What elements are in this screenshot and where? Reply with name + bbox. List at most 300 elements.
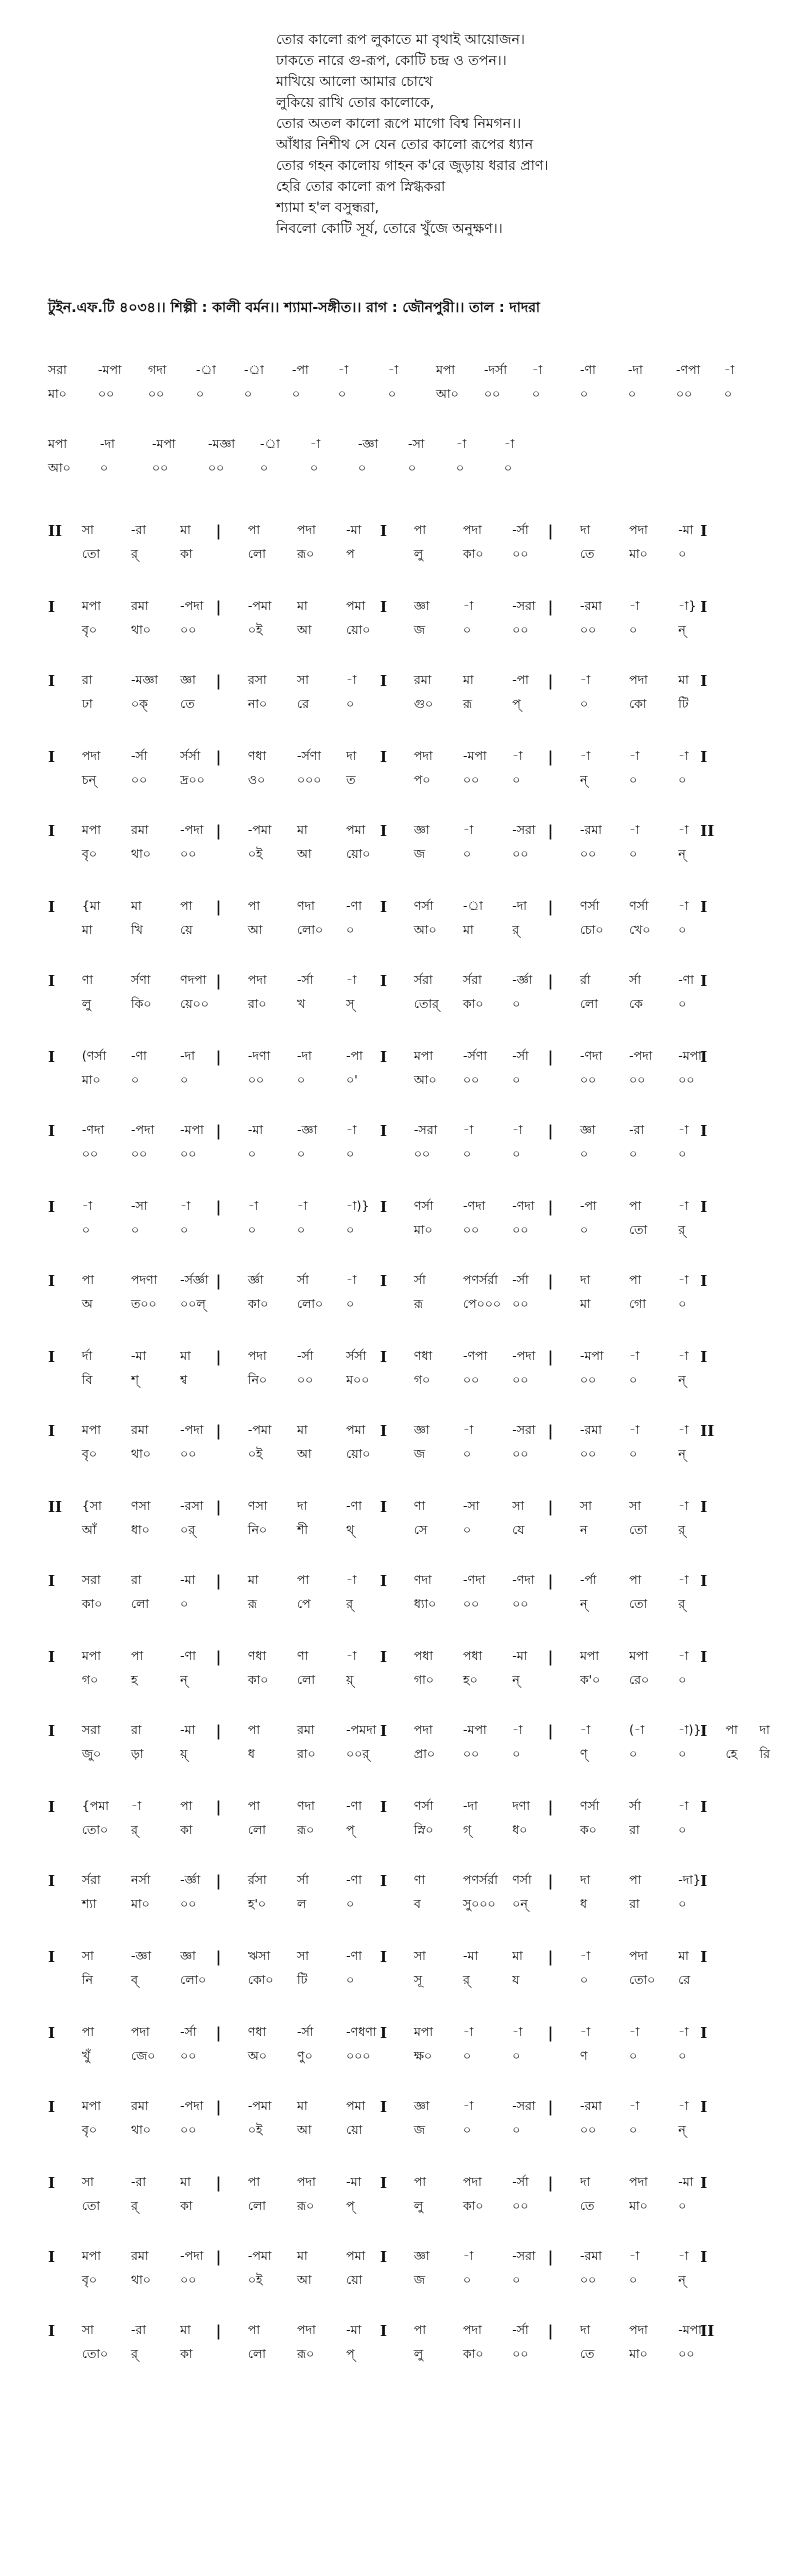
swara: মা (180, 2174, 191, 2189)
notation-row (48, 822, 768, 866)
bar-line: I (48, 1722, 56, 1740)
lyric-line: শ্যামা হ'ল বসুন্ধরা, (276, 200, 380, 216)
lyric-syllable: কা০ (81, 1596, 103, 1611)
swara: ণর্সা (579, 898, 600, 913)
lyric-syllable: রে (678, 1972, 691, 1987)
swara: -া (346, 1272, 357, 1287)
swara-line (48, 362, 768, 384)
swara: -া (678, 1422, 689, 1437)
lyric-syllable: ০ (678, 996, 687, 1011)
lyric-syllable: ০০ (208, 460, 225, 475)
swara: রমা (413, 672, 432, 687)
lyric-syllable: মা০ (48, 386, 67, 401)
swara: রমা (131, 2098, 149, 2113)
swara: পা (629, 1572, 642, 1587)
notation-row (48, 1572, 768, 1616)
bar-line: I (700, 1572, 708, 1590)
bar-line: II (700, 2322, 715, 2340)
lyric-syllable: ০০ (676, 386, 693, 401)
swara: ণর্সা (413, 898, 434, 913)
lyric-syllable: জু০ (81, 1746, 102, 1761)
lyric-syllable: ধা০ (131, 1522, 150, 1537)
swara: -সরা (512, 1422, 536, 1437)
lyric-syllable: ক'০ (579, 1672, 601, 1687)
notation-row (48, 898, 768, 942)
swara: র্সণা (131, 972, 151, 987)
lyric-syllable: মা০ (629, 2346, 648, 2361)
lyric-syllable: ০ (678, 922, 687, 937)
swara: -া (629, 2248, 640, 2263)
swara: পা (413, 2322, 427, 2337)
lyric-syllable: মা০ (413, 1222, 433, 1237)
swara: -ৰ্া (463, 898, 483, 913)
lyric-syllable: বৃ০ (81, 1446, 97, 1461)
swara: পমা (346, 1422, 366, 1437)
lyric-syllable: ০ (629, 1446, 638, 1461)
lyric-syllable: ০ (196, 386, 205, 401)
bar-line: I (380, 1872, 388, 1890)
lyric-syllable: র্ (512, 922, 520, 937)
swara: র্সা (629, 1798, 641, 1813)
lyric-syllable: ০০ (131, 1146, 148, 1161)
bar-line: I (48, 822, 56, 840)
lyric-syllable: ধ০ (512, 1822, 528, 1837)
lyric-syllable: ও০ (247, 772, 266, 787)
swara: -ণা (580, 362, 596, 377)
swara: -পা (346, 1048, 363, 1063)
swara: জ্ঞা (413, 1422, 430, 1437)
swara: পা (247, 2174, 261, 2189)
lyric-syllable: ০ই (247, 622, 263, 637)
notation-row (48, 2322, 768, 2366)
bar-line: | (547, 1798, 554, 1816)
lyric-syllable: সে (413, 1522, 428, 1537)
swara: জ্ঞা (413, 822, 430, 837)
bar-line: | (215, 1272, 222, 1290)
lyric-syllable: তে (180, 696, 195, 711)
bar-line: | (547, 898, 554, 916)
swara: রমা (131, 2248, 149, 2263)
lyric-syllable: ০ (346, 1296, 355, 1311)
swara-line (48, 672, 768, 694)
lyric-syllable: ০ (512, 2272, 521, 2287)
lyric-syllable-line (48, 1446, 768, 1468)
lyric-syllable: ০০ (81, 1146, 99, 1161)
lyric-syllable: ০ (678, 2048, 687, 2063)
swara: পদণা (131, 1272, 158, 1287)
swara: সা (81, 2174, 94, 2189)
lyric-syllable: রা (629, 1896, 640, 1911)
swara: পা (247, 2322, 261, 2337)
swara-line (48, 1498, 768, 1520)
lyric-syllable-line (48, 386, 768, 408)
lyric-syllable: ০০ (180, 1446, 197, 1461)
swara: পা (180, 1798, 193, 1813)
bar-line: | (215, 2024, 222, 2042)
bar-line: I (380, 1798, 388, 1816)
swara: -া (629, 748, 640, 763)
lyric-syllable: ০ (456, 460, 465, 475)
swara: পা (81, 1272, 94, 1287)
swara: পা (629, 1872, 642, 1887)
bar-line: | (215, 2174, 222, 2192)
swara: ণর্সা (413, 1798, 434, 1813)
lyric-syllable: জে০ (131, 2048, 156, 2063)
swara: মপা (81, 822, 101, 837)
notation-row (48, 1872, 768, 1916)
bar-line: I (380, 1048, 388, 1066)
bar-line: I (700, 2098, 708, 2116)
lyric-syllable-line (48, 922, 768, 944)
swara: -া (463, 598, 474, 613)
lyric-syllable: ০ (131, 1072, 140, 1087)
bar-line: I (700, 1722, 708, 1740)
lyric-syllable: ০ (247, 1222, 257, 1237)
lyric-syllable: জ (413, 1446, 426, 1461)
lyric-syllable-line (48, 1822, 768, 1844)
swara: মা (463, 672, 474, 687)
lyric-syllable: রূ (247, 1596, 257, 1611)
lyric-syllable: খে০ (629, 922, 651, 937)
swara: -ণা (346, 898, 362, 913)
lyric-syllable: ০ক্ (131, 696, 148, 711)
swara: জ্ঞা (413, 598, 430, 613)
lyric-syllable: ০০ (180, 622, 197, 637)
swara: গদা (148, 362, 167, 377)
swara: জ্ঞা (180, 1948, 196, 1963)
swara: -মপা (463, 748, 487, 763)
lyric-syllable: ০ (297, 1072, 306, 1087)
bar-line: I (700, 1872, 708, 1890)
swara: -মা (247, 1122, 263, 1137)
lyric-syllable: লো০ (297, 1296, 324, 1311)
swara: পা (413, 2174, 427, 2189)
swara: -রা (131, 2174, 147, 2189)
swara: পণর্সর্রা (463, 1272, 498, 1287)
lyric-line: তোর গহন কালোয় গাহন ক'রে জুড়ায় ধরার প্রাণ। (276, 158, 549, 174)
swara: ণসা (131, 1498, 151, 1513)
swara: মপা (579, 1648, 599, 1663)
swara: মপা (48, 436, 68, 451)
lyric-syllable: হ০ (463, 1672, 478, 1687)
lyric-syllable: য়ে০০ (180, 996, 209, 1011)
lyric-syllable: ০০ (678, 1072, 695, 1087)
swara: ণা (81, 972, 94, 987)
lyric-syllable: ০০ (152, 460, 169, 475)
swara: -া)} (346, 1198, 370, 1213)
swara: মা (678, 672, 689, 687)
swara: পা (247, 522, 261, 537)
lyric-syllable: ০ই (247, 2122, 263, 2137)
lyric-syllable: ত (346, 772, 356, 787)
swara: পধা (413, 1648, 434, 1663)
bar-line: | (547, 1722, 554, 1740)
swara: রমা (131, 822, 149, 837)
swara: -া (532, 362, 543, 377)
notation-row (48, 2174, 768, 2218)
swara: সা (81, 2322, 94, 2337)
lyric-syllable: ড়া (131, 1746, 144, 1761)
bar-line: I (700, 1498, 708, 1516)
lyric-syllable: ০০০ (346, 2048, 371, 2063)
swara: -ণদা (579, 1048, 603, 1063)
bar-line: | (547, 2174, 554, 2192)
notation-row (48, 2248, 768, 2292)
swara: পদা (297, 522, 316, 537)
lyric-syllable: রা০ (297, 1746, 316, 1761)
bar-line: I (380, 748, 388, 766)
lyric-syllable: য়ো০ (346, 846, 371, 861)
lyric-syllable: ০ (678, 1822, 687, 1837)
lyric-syllable: র্ (346, 1596, 354, 1611)
swara-line (48, 898, 768, 920)
swara: -দা (180, 1048, 195, 1063)
lyric-syllable: ন্ (678, 846, 686, 861)
lyric-syllable-line (48, 2198, 768, 2220)
bar-line: I (700, 2174, 708, 2192)
lyric-syllable: থ্ (346, 1522, 355, 1537)
lyric-syllable: ০ (579, 1222, 589, 1237)
lyric-syllable: কা (180, 2346, 193, 2361)
swara: পা (131, 1648, 144, 1663)
swara: -ণপা (676, 362, 701, 377)
swara: র্সর্সা (180, 748, 201, 763)
song-metadata: টুইন.এফ.টি ৪০৩৪।। শিল্পী : কালী বর্মন।। শ্যামা-সঙ্গীত।। রাগ : জৌনপুরী।। তাল : দাদরা (48, 300, 540, 316)
swara: -া (678, 1348, 689, 1363)
bar-line: I (380, 1272, 388, 1290)
swara: -মা (180, 1572, 196, 1587)
swara: -ণদা (512, 1198, 535, 1213)
swara: (ণর্সা (81, 1048, 107, 1063)
lyric-syllable: ০০ (180, 1146, 197, 1161)
bar-line: I (380, 898, 388, 916)
bar-line: | (547, 1422, 554, 1440)
lyric-syllable: শ্যা (81, 1896, 97, 1911)
lyric-syllable: জ (413, 622, 426, 637)
swara: জ্ঞা (579, 1122, 596, 1137)
swara-line (48, 1272, 768, 1294)
swara: -া (504, 436, 515, 451)
lyric-syllable: ত০০ (131, 1296, 157, 1311)
swara: ণর্সা (579, 1798, 600, 1813)
notation-row (48, 1122, 768, 1166)
lyric-syllable: ০০ (512, 1372, 529, 1387)
lyric-syllable: ০ (463, 2048, 472, 2063)
swara: -ণা (131, 1048, 147, 1063)
swara: {মা (81, 898, 101, 913)
swara: পণর্সর্রা (463, 1872, 498, 1887)
bar-line: I (48, 1572, 56, 1590)
swara: -র্সর্জ্ঞা (180, 1272, 209, 1287)
swara: মপা (81, 1422, 101, 1437)
lyric-syllable: খুঁ (81, 2048, 91, 2063)
swara: -া (463, 1122, 474, 1137)
bar-line: I (48, 672, 56, 690)
swara-line (48, 2098, 768, 2120)
swara: -রা (629, 1122, 645, 1137)
swara: মপা (436, 362, 456, 377)
bar-line: I (48, 1948, 56, 1966)
lyric-syllable: তে (579, 2346, 595, 2361)
swara: -া (678, 1198, 689, 1213)
lyric-syllable: ০ (292, 386, 301, 401)
lyric-syllable: লু (413, 2346, 424, 2361)
lyric-syllable: চন্ (81, 772, 97, 787)
bar-line: I (48, 972, 56, 990)
lyric-syllable: তোর্ (413, 996, 439, 1011)
swara: মপা (81, 2098, 101, 2113)
lyric-syllable: মা০ (131, 1896, 150, 1911)
lyric-syllable: ০ (512, 2048, 521, 2063)
lyric-syllable: প্ (512, 696, 521, 711)
lyric-syllable: আ০ (413, 922, 437, 937)
swara: -া (579, 2024, 591, 2039)
swara: রমা (297, 1722, 315, 1737)
bar-line: I (700, 598, 708, 616)
swara: -ৰ্া (260, 436, 280, 451)
swara: -া (678, 1648, 689, 1663)
lyric-syllable: ০ (346, 1146, 355, 1161)
swara: ণধা (247, 2024, 267, 2039)
bar-line: I (380, 1948, 388, 1966)
swara-line (48, 1872, 768, 1894)
lyric-syllable: তো (629, 1222, 648, 1237)
swara: -রমা (579, 2248, 602, 2263)
lyric-line: মাখিয়ে আলো আমার চোখে (276, 74, 433, 90)
bar-line: II (700, 822, 715, 840)
swara: ণর্সা (629, 898, 649, 913)
lyric-syllable: ০ (629, 1146, 638, 1161)
lyric-syllable: লো (297, 1672, 316, 1687)
lyric-syllable: ০ (388, 386, 397, 401)
swara: দা (579, 2174, 591, 2189)
swara-line (48, 1422, 768, 1444)
lyric-syllable: ০ (297, 1146, 306, 1161)
bar-line: | (215, 1872, 222, 1890)
lyric-syllable: কা০ (247, 1296, 269, 1311)
lyric-syllable: ০ (678, 1296, 687, 1311)
bar-line: | (547, 1198, 554, 1216)
swara: রমা (131, 1422, 149, 1437)
lyric-syllable: কা০ (463, 546, 484, 561)
bar-line: I (700, 1272, 708, 1290)
lyric-syllable: কো০ (247, 1972, 274, 1987)
swara: -রসা (180, 1498, 204, 1513)
bar-line: | (547, 2322, 554, 2340)
swara: পদা (463, 2174, 482, 2189)
swara: (-া (629, 1722, 645, 1737)
swara: -র্সা (512, 1272, 529, 1287)
lyric-syllable-line (48, 2272, 768, 2294)
lyric-syllable: র্ (131, 2346, 138, 2361)
swara: -া (678, 1272, 689, 1287)
lyric-syllable: লো০ (180, 1972, 207, 1987)
swara: -দা (512, 898, 527, 913)
lyric-syllable: ০ (358, 460, 367, 475)
lyric-syllable: য়ো (346, 2122, 363, 2137)
lyric-syllable: ০০ (297, 1372, 314, 1387)
swara: র্রসা (247, 1872, 267, 1887)
notation-row (48, 522, 768, 566)
lyric-syllable-line (48, 546, 768, 568)
lyric-syllable: র্ (678, 1596, 686, 1611)
lyric-syllable: যে (512, 1522, 525, 1537)
bar-line: | (215, 1422, 222, 1440)
swara: -ণা (346, 1498, 362, 1513)
swara: রা (131, 1722, 142, 1737)
lyric-syllable: তো (629, 1522, 648, 1537)
lyric-syllable: ০০০ (297, 772, 322, 787)
lyric-syllable: তো০ (81, 1822, 109, 1837)
swara: -া (512, 748, 523, 763)
swara: সা (81, 1948, 94, 1963)
notation-row (48, 2024, 768, 2068)
lyric-syllable: র্ (678, 1222, 686, 1237)
lyric-syllable: লো (247, 1822, 266, 1837)
lyric-syllable: ০ (579, 1146, 589, 1161)
notation-row (48, 1648, 768, 1692)
swara: সা (512, 1498, 525, 1513)
swara: -পদা (180, 2098, 204, 2113)
lyric-syllable: ০০ (180, 1896, 197, 1911)
swara: -া (512, 1122, 523, 1137)
swara: -া (346, 1648, 357, 1663)
swara: -সরা (512, 2248, 536, 2263)
bar-line: I (700, 1648, 708, 1666)
swara: -মা (346, 522, 362, 537)
swara: ণদা (297, 1798, 315, 1813)
swara: মা (678, 1948, 689, 1963)
lyric-syllable: গু০ (413, 696, 434, 711)
lyric-line: তোর অতল কালো রূপে মাগো বিশ্ব নিমগন।। (276, 116, 522, 132)
bar-line: | (215, 672, 222, 690)
swara: সা (579, 1498, 592, 1513)
lyric-syllable: থা০ (131, 846, 151, 861)
swara: ণধা (247, 1648, 267, 1663)
lyric-syllable: শী (297, 1522, 309, 1537)
swara: ণর্সা (512, 1872, 532, 1887)
lyric-syllable: হ (131, 1672, 138, 1687)
lyric-syllable: ০০ (512, 2346, 529, 2361)
lyric-syllable: জ (413, 846, 426, 861)
lyric-syllable: ০ (463, 1446, 472, 1461)
swara: ণা (297, 1648, 309, 1663)
lyric-syllable: চো০ (579, 922, 604, 937)
swara: -া (456, 436, 467, 451)
lyric-syllable: ০ (310, 460, 319, 475)
bar-line: I (700, 1048, 708, 1066)
swara: -পদা (512, 1348, 536, 1363)
swara: -া (512, 2024, 523, 2039)
bar-line: I (700, 1348, 708, 1366)
lyric-syllable: তে (579, 2198, 595, 2213)
bar-line: | (215, 822, 222, 840)
bar-line: | (547, 2024, 554, 2042)
swara: -পমা (247, 2248, 272, 2263)
swara: দা (759, 1722, 770, 1737)
swara: ণদপা (180, 972, 207, 987)
lyric-syllable: ০ (629, 2122, 638, 2137)
lyric-syllable: ০০ (131, 772, 148, 787)
bar-line: | (215, 898, 222, 916)
swara: -র্সা (297, 1348, 314, 1363)
swara: সরা (81, 1572, 101, 1587)
lyric-syllable: ন্ (180, 1672, 188, 1687)
notation-row (48, 598, 768, 642)
lyric-syllable: ০ (678, 1146, 687, 1161)
lyric-syllable: তো (81, 2198, 100, 2213)
bar-line: | (215, 2098, 222, 2116)
